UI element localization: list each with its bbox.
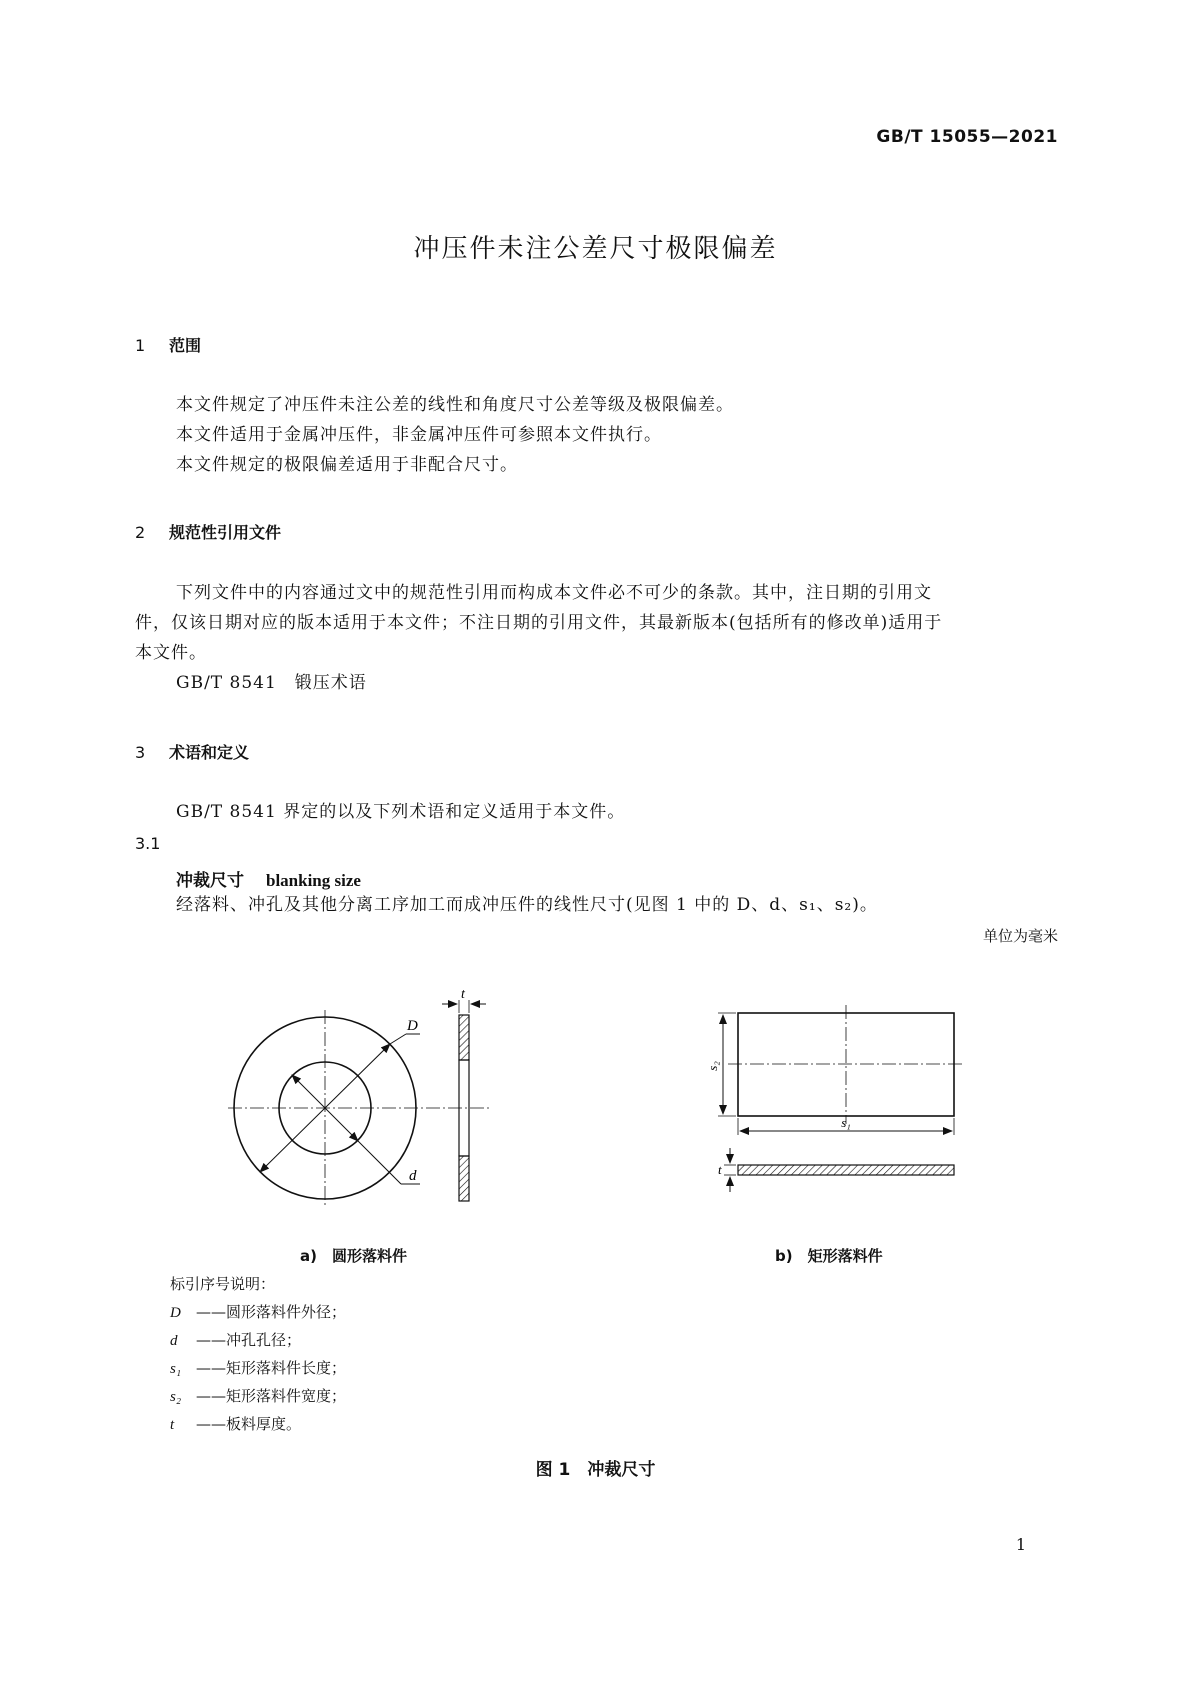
legend-text: ——冲孔孔径； [196, 1331, 302, 1349]
section-number: 2 [135, 523, 146, 542]
legend-symbol: d [170, 1333, 178, 1349]
unit-note: 单位为毫米 [982, 927, 1058, 945]
legend-item [170, 1354, 346, 1383]
legend-item [170, 1298, 346, 1327]
section-1-paragraph: 本文件规定了冲压件未注公差的线性和角度尺寸公差等级及极限偏差。 [176, 395, 734, 415]
section-1-paragraph: 本文件适用于金属冲压件，非金属冲压件可参照本文件执行。 [176, 425, 662, 445]
legend-text: ——矩形落料件长度； [196, 1359, 347, 1377]
section-view-lower [459, 1156, 469, 1201]
legend-symbol: s₂ [170, 1389, 182, 1405]
legend-text: ——矩形落料件宽度； [196, 1387, 347, 1405]
caption-rectangular: b) 矩形落料件 [775, 1247, 883, 1265]
section-3-intro: GB/T 8541 界定的以及下列术语和定义适用于本文件。 [176, 802, 626, 822]
outer-diameter-label: D [407, 1018, 418, 1034]
section-2-heading [135, 520, 281, 543]
legend-item [170, 1382, 346, 1411]
section-title: 术语和定义 [169, 743, 250, 762]
thickness-label: t [461, 987, 465, 1002]
legend-symbol: D [170, 1305, 181, 1321]
term-english: blanking size [266, 871, 361, 890]
normative-reference: GB/T 8541 锻压术语 [176, 673, 367, 693]
legend-text: ——板料厚度。 [196, 1415, 302, 1433]
section-2-paragraph-line: 本文件。 [135, 643, 207, 663]
blanking-size-figure [0, 980, 1191, 1240]
term-number: 3.1 [135, 834, 161, 853]
inner-diameter-leader [358, 1141, 401, 1184]
legend-symbol: t [170, 1417, 175, 1433]
section-1-heading [135, 333, 201, 356]
inner-diameter-label: d [409, 1168, 417, 1184]
strip-section [738, 1165, 954, 1175]
circular-blank-drawing [228, 987, 490, 1206]
section-title: 规范性引用文件 [169, 523, 282, 542]
legend-item [170, 1410, 301, 1439]
thickness-label: t [718, 1162, 722, 1177]
legend-item [170, 1326, 301, 1355]
outer-diameter-leader [390, 1034, 406, 1044]
section-number: 1 [135, 336, 146, 355]
document-title: 冲压件未注公差尺寸极限偏差 [413, 234, 778, 264]
term-entry [176, 866, 361, 891]
term-definition: 经落料、冲孔及其他分离工序加工而成冲压件的线性尺寸(见图 1 中的 D、d、s₁、s₂)。 [176, 895, 878, 915]
legend-text: ——圆形落料件外径； [196, 1303, 347, 1321]
legend-title: 标引序号说明： [170, 1275, 276, 1293]
section-1-paragraph: 本文件规定的极限偏差适用于非配合尺寸。 [176, 455, 518, 475]
section-number: 3 [135, 743, 146, 762]
standard-code: GB/T 15055—2021 [876, 127, 1058, 147]
section-2-paragraph-line: 件，仅该日期对应的版本适用于本文件；不注日期的引用文件，其最新版本(包括所有的修改单)适用于 [135, 613, 943, 633]
section-3-heading [135, 740, 249, 763]
caption-circular: a) 圆形落料件 [300, 1247, 407, 1265]
section-view-upper [459, 1015, 469, 1060]
rectangular-blank-drawing [705, 1005, 964, 1192]
figure-title: 图 1 冲裁尺寸 [535, 1460, 656, 1480]
width-label: s₂ [705, 1061, 720, 1071]
legend-symbol: s₁ [170, 1361, 182, 1377]
section-2-paragraph-line: 下列文件中的内容通过文中的规范性引用而构成本文件必不可少的条款。其中，注日期的引用文 [176, 583, 932, 603]
page-number: 1 [1015, 1535, 1026, 1554]
term-chinese: 冲裁尺寸 [176, 871, 244, 891]
length-label: s₁ [841, 1115, 851, 1130]
section-title: 范围 [169, 336, 202, 355]
